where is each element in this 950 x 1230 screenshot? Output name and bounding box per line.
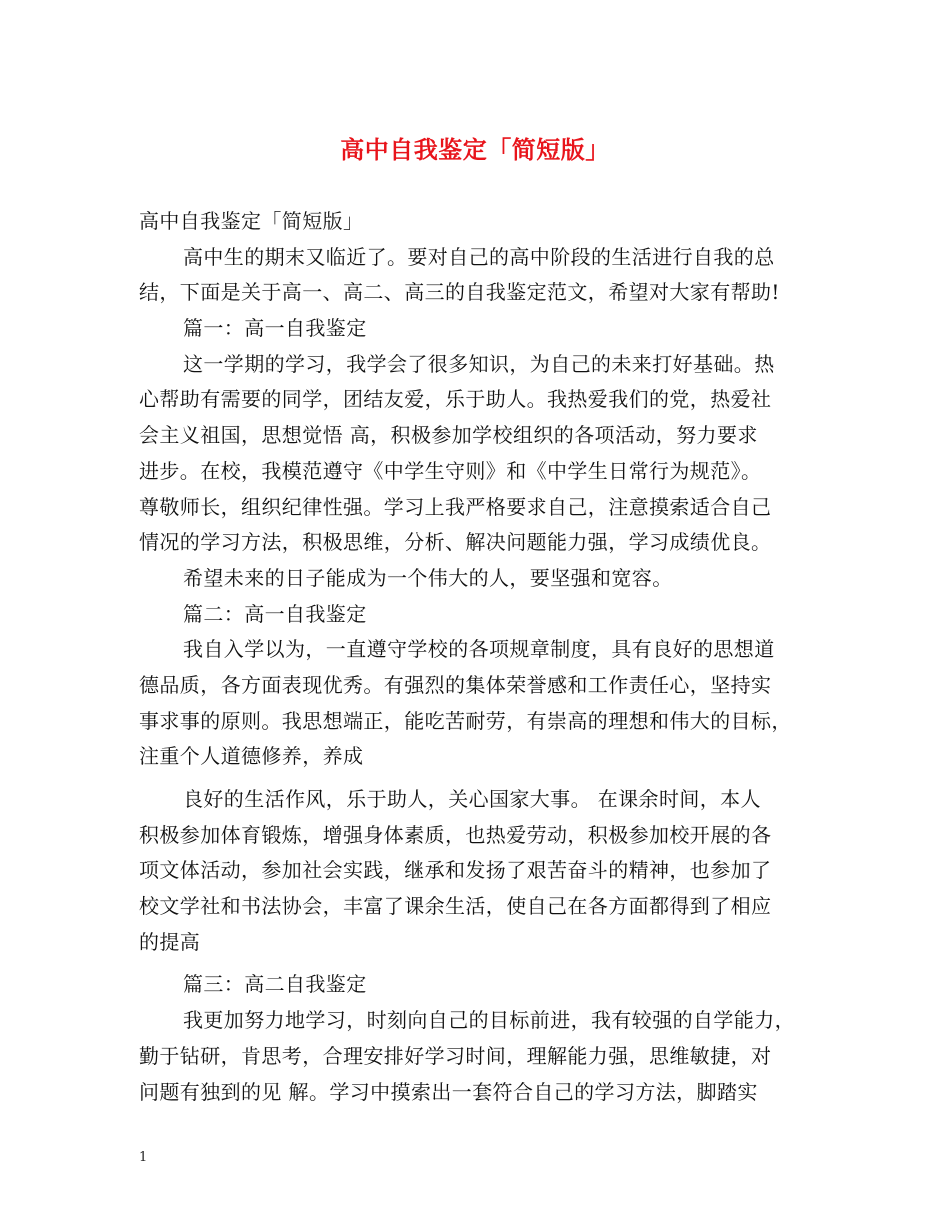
- body-line: 会主义祖国，思想觉悟 高，积极参加学校组织的各项活动，努力要求: [139, 423, 758, 448]
- body-line: 积极参加体育锻炼，增强身体素质，也热爱劳动，积极参加校开展的各: [139, 822, 772, 847]
- body-line: 心帮助有需要的同学，团结友爱，乐于助人。我热爱我们的党，热爱社: [139, 387, 772, 412]
- body-line: 良好的生活作风，乐于助人，关心国家大事。 在课余时间，本人: [183, 787, 761, 811]
- body-line: 项文体活动，参加社会实践，继承和发扬了艰苦奋斗的精神，也参加了: [139, 858, 772, 883]
- body-line: 尊敬师长，组织纪律性强。学习上我严格要求自己，注意摸索适合自己: [139, 494, 772, 519]
- body-line: 这一学期的学习，我学会了很多知识，为自己的未来打好基础。热: [183, 351, 775, 376]
- page-number: 1: [139, 1150, 148, 1165]
- body-line: 问题有独到的见 解。学习中摸索出一套符合自己的学习方法，脚踏实: [139, 1079, 758, 1104]
- section-heading: 篇三：高二自我鉴定: [183, 972, 367, 997]
- body-line: 的提高: [139, 929, 201, 954]
- body-line: 高中生的期末又临近了。要对自己的高中阶段的生活进行自我的总: [183, 244, 775, 269]
- body-line: 进步。在校，我模范遵守《中学生守则》和《中学生日常行为规范》。: [139, 458, 762, 483]
- body-line: 勤于钻研，肯思考，合理安排好学习时间，理解能力强，思维敏捷，对: [139, 1043, 772, 1068]
- body-line: 德品质，各方面表现优秀。有强烈的集体荣誉感和工作责任心，坚持实: [139, 672, 772, 697]
- body-line: 我自入学以为，一直遵守学校的各项规章制度，具有良好的思想道: [183, 637, 775, 662]
- section-heading: 篇一：高一自我鉴定: [183, 316, 367, 341]
- body-line: 我更加努力地学习，时刻向自己的目标前进，我有较强的自学能力，: [183, 1008, 795, 1033]
- body-line: 希望未来的日子能成为一个伟大的人，要坚强和宽容。: [183, 565, 673, 590]
- body-line: 事求事的原则。我思想端正，能吃苦耐劳，有崇高的理想和伟大的目标，: [139, 708, 792, 733]
- document-title: 高中自我鉴定「简短版」: [340, 135, 610, 164]
- document-body: [139, 204, 829, 1110]
- body-line: 高中自我鉴定「简短版」: [139, 209, 364, 233]
- body-line: 校文学社和书法协会，丰富了课余生活，使自己在各方面都得到了相应: [139, 894, 772, 919]
- body-line: 注重个人道德修养，养成: [139, 744, 364, 769]
- body-line: 结，下面是关于高一、高二、高三的自我鉴定范文，希望对大家有帮助!: [139, 280, 780, 305]
- body-line: 情况的学习方法，积极思维，分析、解决问题能力强，学习成绩优良。: [139, 530, 772, 555]
- section-heading: 篇二：高一自我鉴定: [183, 601, 367, 626]
